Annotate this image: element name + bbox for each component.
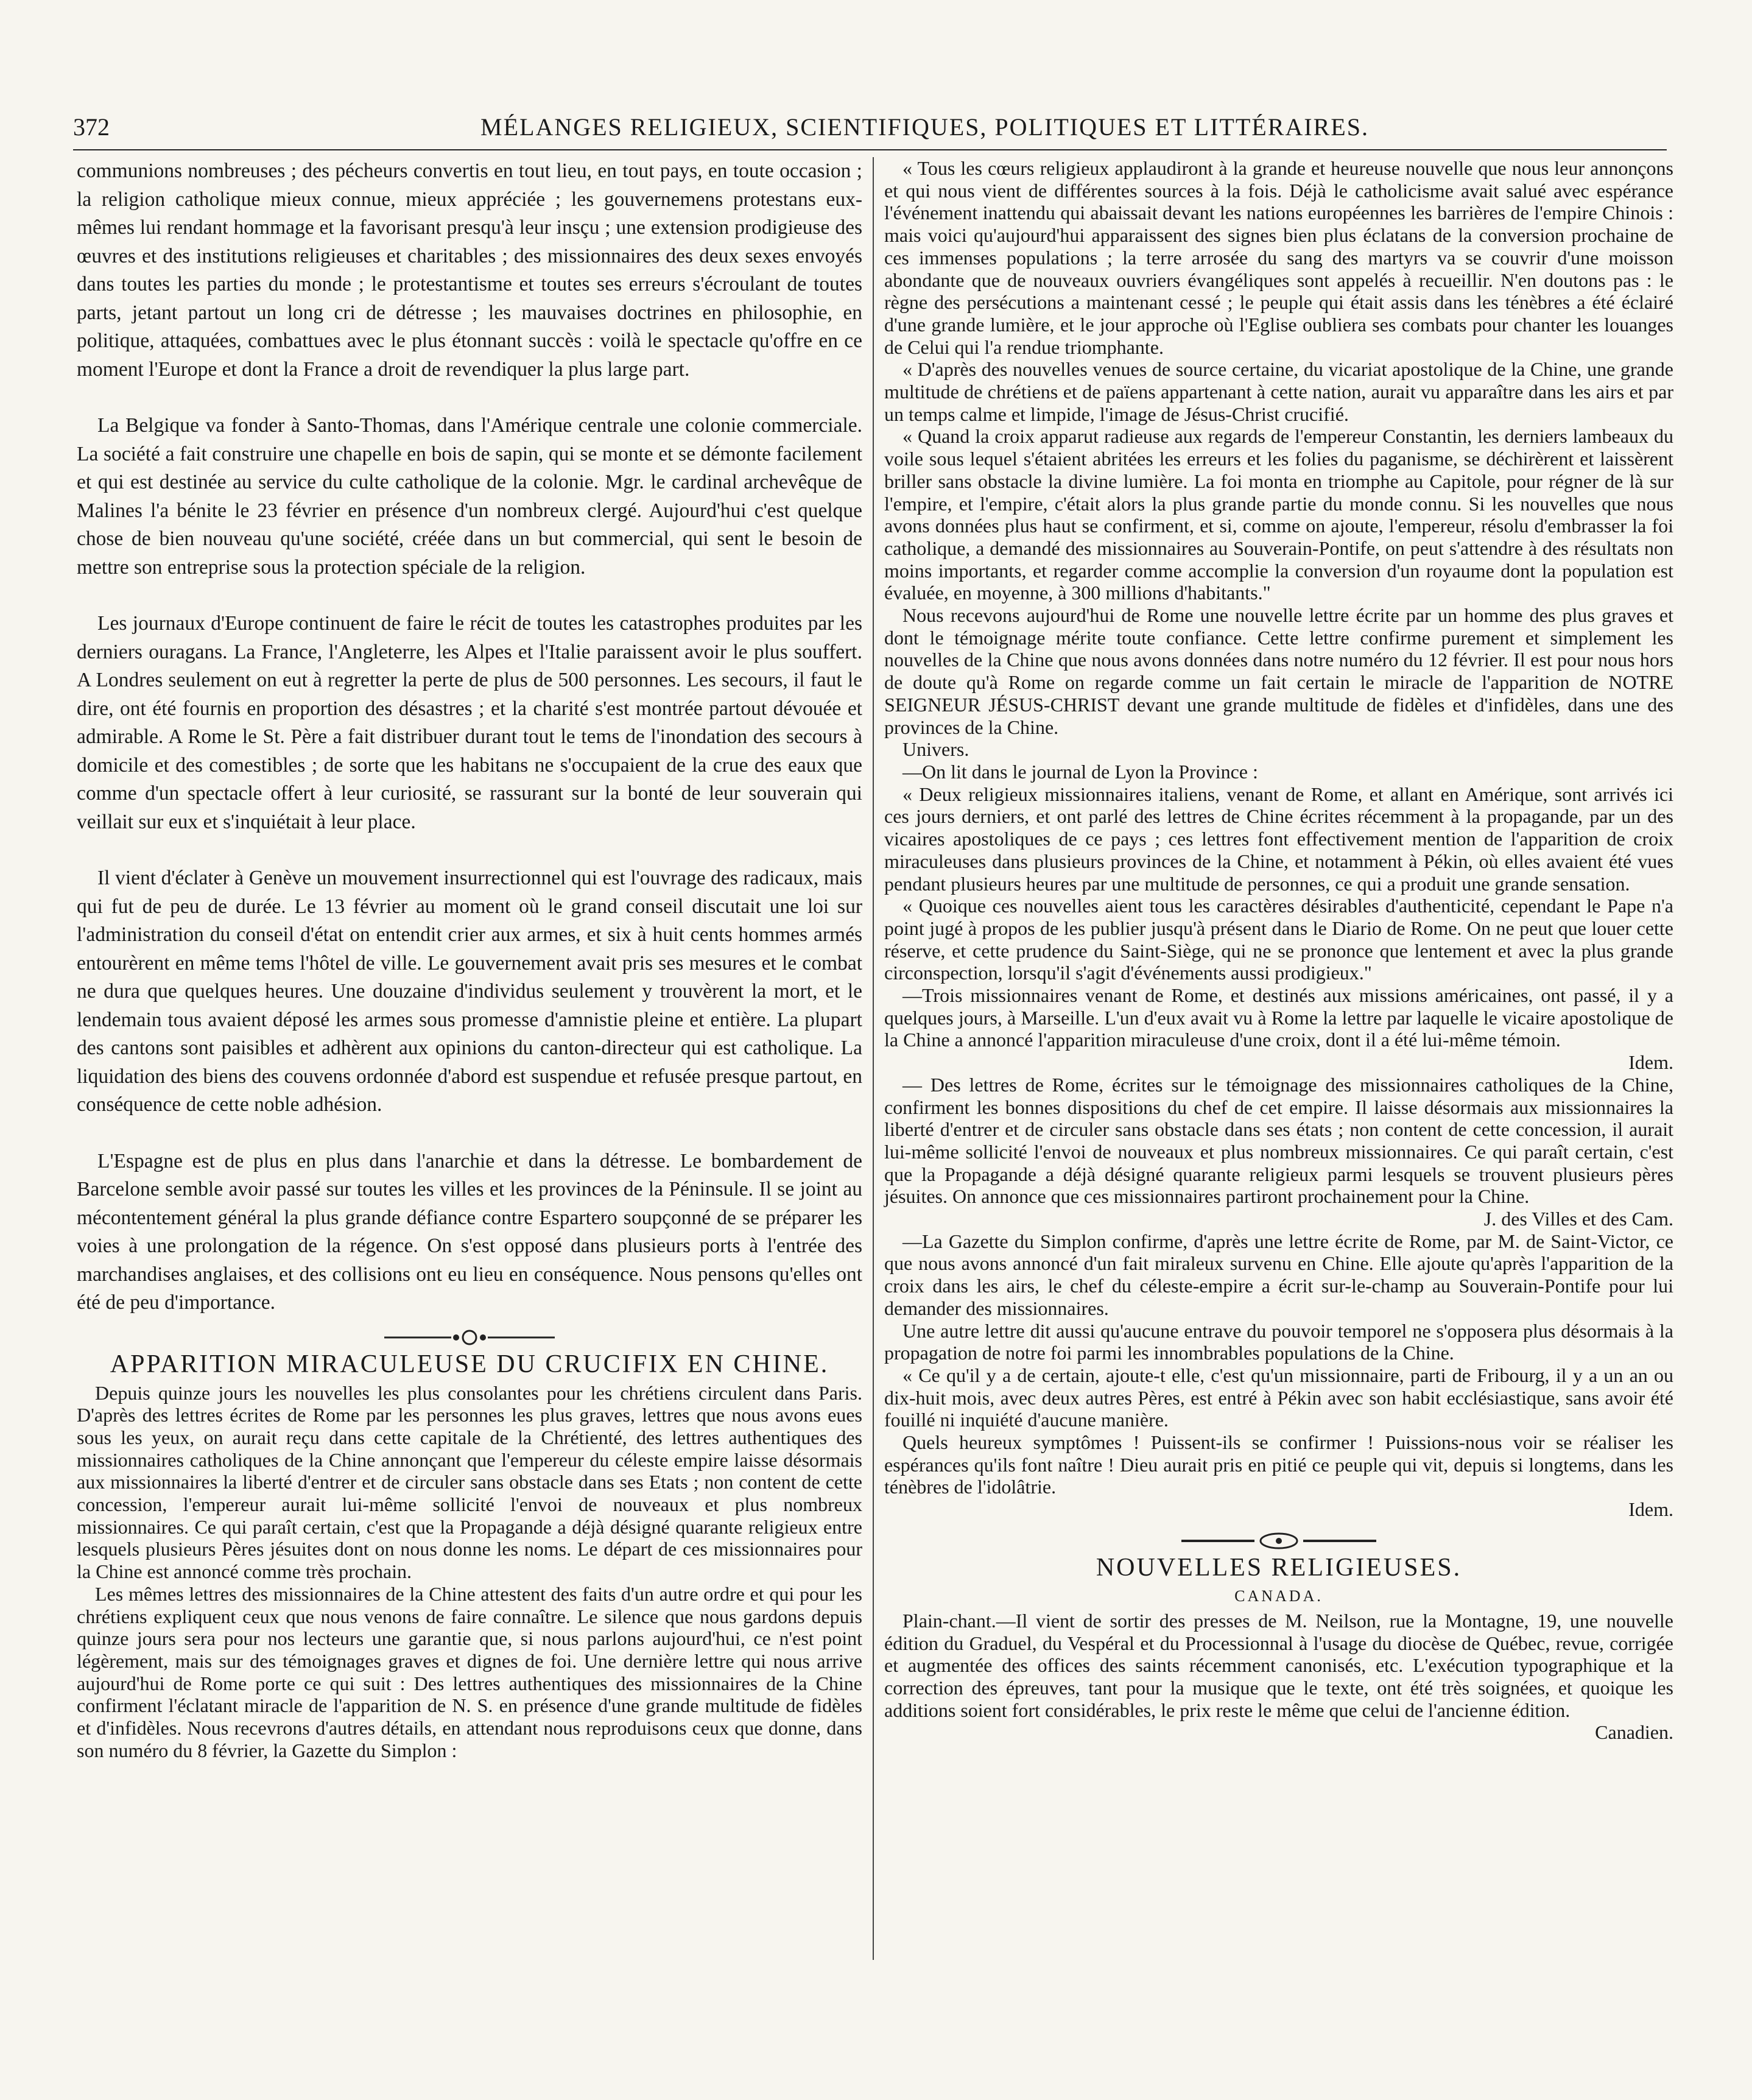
article-paragraph: « Ce qu'il y a de certain, ajoute-t elle, c'est qu'un missionnaire, parti de Fribourg, il y a un an ou dix-huit mois, avec deux autres Pères, est entré à Pékin avec son habit ecclésiastique, sans avoir été fouillé ni inquiété d'aucune manière.	[884, 1364, 1673, 1431]
article-paragraph: « Quoique ces nouvelles aient tous les caractères désirables d'authenticité, cependant le Pape n'a point jugé à propos de les publier jusqu'à présent dans le Diario de Rome. On ne peut que louer cette réserve, et cette prudence du Saint-Siège, qui ne se prononce que lentement et avec la plus grande circonspection, lorsqu'il s'agit d'événements aussi prodigieux."	[884, 895, 1673, 984]
article-paragraph: —La Gazette du Simplon confirme, d'après une lettre écrite de Rome, par M. de Saint-Victor, ce que nous avons annoncé d'un fait miraleux survenu en Chine. Elle ajoute qu'après l'apparition de la croix dans les airs, le chef du céleste-empire a écrit sur-le-champ au Souverain-Pontife pour lui demander des missionnaires.	[884, 1230, 1673, 1319]
header-rule	[73, 149, 1667, 150]
article-paragraph: Depuis quinze jours les nouvelles les plus consolantes pour les chrétiens circulent dans Paris. D'après des lettres écrites de Rome par les personnes les plus graves, lettres que nous avons eues sous les yeux, on aurait reçu dans cette capitale de la Chrétienté, des lettres authentiques des missionnaires catholiques de la Chine annonçant que l'empereur du céleste empire laisse désormais aux missionnaires la liberté d'entrer et de circuler sans obstacle dans ses Etats ; non content de cette concession, l'empereur aurait lui-même sollicité l'envoi de nouveaux et plus nombreux missionnaires. Ce qui paraît certain, c'est que la Propagande a déjà désigné quarante religieux entre lesquels plusieurs Pères jésuites dont on nous donne les noms. Le départ de ces missionnaires pour la Chine est annoncé comme très prochain.	[77, 1381, 862, 1583]
column-divider	[873, 157, 874, 1960]
source-signature: Univers.	[902, 738, 969, 761]
article-paragraph: Les journaux d'Europe continuent de faire le récit de toutes les catastrophes produites par les derniers ouragans. La France, l'Angleterre, les Alpes et l'Italie paraissent avoir le plus souffert. A Londres seulement on eut à regretter la perte de plus de 500 personnes. Les secours, il faut le dire, ont été fournis en proportion des désastres ; et la charité s'est montrée partout dévouée et admirable. A Rome le St. Père a fait distribuer durant tout le tems de l'inondation des secours à domicile et des comestibles ; de sorte que les habitans ne s'occupaient de la crue des eaux que comme d'un spectacle offert à leur curiosité, se rassurant sur la bonté de leur souverain qui veillait sur eux et s'inquiétait à leur place.	[77, 612, 862, 833]
article-paragraph: communions nombreuses ; des pécheurs convertis en tout lieu, en tout pays, en toute occasion ; la religion catholique mieux connue, mieux appréciée ; les gouvernemens protestans eux-mêmes lui rendant hommage et la favorisant presqu'à leur insçu ; une extension prodigieuse des œuvres et des institutions religieuses et charitables ; des missionnaires des deux sexes envoyés dans toutes les parties du monde ; le protestantisme et toutes ses erreurs s'écroulant de toutes parts, jetant partout un long cri de détresse ; les mauvaises doctrines en philosophie, en politique, attaquées, combattues avec le plus étonnant succès : voilà le spectacle qu'offre en ce moment l'Europe et dont la France a droit de revendiquer la plus large part.	[77, 160, 862, 381]
source-signature: J. des Villes et des Cam.	[1483, 1208, 1673, 1230]
article-paragraph: —Trois missionnaires venant de Rome, et destinés aux missions américaines, ont passé, il y a quelques jours, à Marseille. L'un d'eux avait vu à Rome la lettre par laquelle le vicaire apostolique de la Chine a annoncé l'apparition miraculeuse d'une croix, dont il a été lui-même témoin.	[884, 984, 1673, 1051]
article-paragraph: —On lit dans le journal de Lyon la Province :	[902, 760, 1258, 783]
article-paragraph: Plain-chant.—Il vient de sortir des presses de M. Neilson, rue la Montagne, 19, une nouvelle édition du Graduel, du Vespéral et du Processionnal à l'usage du diocèse de Québec, revue, corrigée et augmentée des offices des saints récemment canonisés, etc. L'exécution typographique et la correction des épreuves, tant pour la musique que le texte, ont été très soignées, et quoique les additions soient fort considérables, le prix reste le même que celui de l'ancienne édition.	[884, 1609, 1673, 1721]
article-paragraph: La Belgique va fonder à Santo-Thomas, dans l'Amérique centrale une colonie commerciale. La société a fait construire une chapelle en bois de sapin, qui se monte et se démonte facilement et qui est destinée au service du culte catholique de la colonie. Mgr. le cardinal archevêque de Malines l'a bénite le 23 février en présence d'un nombreux clergé. Aujourd'hui c'est quelque chose de bien nouveau qu'une société, créée dans un but commercial, qui sent le besoin de mettre son entreprise sous la protection spéciale de la religion.	[77, 414, 862, 579]
article-paragraph: — Des lettres de Rome, écrites sur le témoignage des missionnaires catholiques de la Chine, confirment les bonnes dispositions du chef de cet empire. Il laisse désormais aux missionnaires la liberté d'entrer et de circuler sans obstacle dans ses états ; non content de cette concession, il aurait lui-même sollicité l'envoi de nouveaux et plus nombreux missionnaires. Ce qui paraît certain, c'est que la Propagande a déjà désigné quarante religieux parmi lesquels se trouvent plusieurs pères jésuites. On annonce que ces missionnaires partiront prochainement pour la Chine.	[884, 1073, 1673, 1208]
page-header	[73, 113, 1667, 149]
article-paragraph: Quels heureux symptômes ! Puissent-ils se confirmer ! Puissions-nous voir se réaliser les espérances qu'ils font naître ! Dieu aurait pris en pitié ce peuple qui vit, depuis si longtems, dans les ténèbres de l'idolâtrie.	[884, 1431, 1673, 1498]
left-column	[77, 157, 862, 1761]
section-title: APPARITION MIRACULEUSE DU CRUCIFIX EN CHINE.	[110, 1350, 829, 1378]
article-paragraph: « Deux religieux missionnaires italiens, venant de Rome, et allant en Amérique, sont arrivés ici ces jours derniers, et ont parlé des lettres de Chine écrites récemment à la propagande, par un des vicaires apostoliques de ce pays ; ces lettres font effectivement mention de l'apparition de croix miraculeuses dans plusieurs provinces de la Chine, et notamment à Pékin, où elles avaient été vues pendant plusieurs heures par une multitude de personnes, ce qui a produit une grande sensation.	[884, 783, 1673, 895]
source-signature: Idem.	[1628, 1051, 1673, 1074]
source-signature: Canadien.	[1595, 1721, 1673, 1744]
running-title: MÉLANGES RELIGIEUX, SCIENTIFIQUES, POLITIQUES ET LITTÉRAIRES.	[480, 113, 1369, 141]
article-paragraph: Il vient d'éclater à Genève un mouvement insurrectionnel qui est l'ouvrage des radicaux, mais qui fut de peu de durée. Le 13 février au moment où le grand conseil discutait une loi sur l'administration du conseil d'état on entendit crier aux armes, et six à huit cents hommes armés entourèrent en même tems l'hôtel de ville. Le gouvernement avait pris ses mesures et le combat ne dura que quelques heures. Une douzaine d'individus seulement y trouvèrent la mort, et le lendemain tous avaient déposé les armes sous promesse d'amnistie pleine et entière. La plupart des cantons sont paisibles et adhèrent aux opinions du canton-directeur qui est catholique. La liquidation des biens des couvens ordonnée d'abord est suspendue et refusée presque partout, en conséquence de cette noble adhésion.	[77, 867, 862, 1116]
page-number: 372	[73, 113, 110, 141]
ornament-icon	[378, 1328, 561, 1347]
ornament-divider	[884, 1526, 1673, 1550]
ornament-divider	[77, 1322, 862, 1347]
article-paragraph: L'Espagne est de plus en plus dans l'anarchie et dans la détresse. Le bombardement de Barcelone semble avoir passé sur toutes les villes et les provinces de la Péninsule. Il se joint au mécontentement général la plus grande défiance contre Espartero soupçonné de se préparer les voies à une prolongation de la régence. On s'est opposé dans plusieurs ports à l'entrée des marchandises anglaises, et des collisions ont eu lieu en conséquence. Nous pensons qu'elles ont été de peu d'importance.	[77, 1149, 862, 1314]
article-paragraph: Les mêmes lettres des missionnaires de la Chine attestent des faits d'un autre ordre et qui pour les chrétiens expliquent ceux que nous venons de faire connaître. Le silence que nous gardons depuis quinze jours sera pour nos lecteurs une garantie que, si nous parlons aujourd'hui, ce n'est point légèrement, mais sur des témoignages graves et dignes de foi. Une dernière lettre qui nous arrive aujourd'hui de Rome porte ce qui suit : Des lettres authentiques des missionnaires de la Chine confirment l'éclatant miracle de l'apparition de N. S. en présence d'une grande multitude de fidèles et d'infidèles. Nous recevrons d'autres détails, en attendant nous reproduisons ceux que donne, dans son numéro du 8 février, la Gazette du Simplon :	[77, 1582, 862, 1761]
right-column	[884, 157, 1673, 1744]
article-paragraph: « D'après des nouvelles venues de source certaine, du vicariat apostolique de la Chine, une grande multitude de chrétiens et de païens appartenant à cette nation, aurait vu apparaître dans les airs et par un temps calme et limpide, l'image de Jésus-Christ crucifié.	[884, 358, 1673, 425]
ornament-icon	[1175, 1531, 1382, 1551]
article-paragraph: Nous recevons aujourd'hui de Rome une nouvelle lettre écrite par un homme des plus graves et dont le témoignage mérite toute confiance. Cette lettre confirme purement et simplement les nouvelles de la Chine que nous avons données dans notre numéro du 12 février. Il est pour nous hors de doute qu'à Rome on regarde comme un fait certain le miracle de l'apparition de NOTRE SEIGNEUR JÉSUS-CHRIST devant une grande multitude de fidèles et d'infidèles, dans une des provinces de la Chine.	[884, 604, 1673, 738]
article-paragraph: « Quand la croix apparut radieuse aux regards de l'empereur Constantin, les derniers lambeaux du voile sous lequel s'étaient abritées les erreurs et les folies du paganisme, se déchirèrent et laissèrent briller sans obstacle la divine lumière. La foi monta en triomphe au Capitole, pour régner de là sur l'empire, et l'empire, c'était alors la plus grande partie du monde connu. Si les nouvelles que nous avons données plus haut se confirment, et si, comme on ajoute, l'empereur, résolu d'embrasser la foi catholique, a demandé des missionnaires au Souverain-Pontife, on peut s'attendre à des résultats non moins importants, et regarder comme accomplie la conversion d'un royaume dont la population est évaluée, en moyenne, à 300 millions d'habitants."	[884, 425, 1673, 604]
article-paragraph: « Tous les cœurs religieux applaudiront à la grande et heureuse nouvelle que nous leur annonçons et qui nous vient de différentes sources à la fois. Déjà le catholicisme avait salué avec espérance l'événement inattendu qui abaissait devant les nations européennes les barrières de l'empire Chinois : mais voici qu'aujourd'hui apparaissent des signes bien plus éclatans de la conversion prochaine de ces immenses populations ; la terre arrosée du sang des martyrs va se couvrir d'une moisson abondante que de nouveaux ouvriers évangéliques sont appelés à recueillir. N'en doutons pas : le règne des persécutions a maintenant cessé ; le peuple qui était assis dans les ténèbres a été éclairé d'une grande lumière, et le jour approche où l'Eglise oubliera ses combats pour chanter les louanges de Celui qui l'a rendue triomphante.	[884, 157, 1673, 358]
section-title: NOUVELLES RELIGIEUSES.	[1096, 1553, 1462, 1582]
source-signature: Idem.	[1628, 1498, 1673, 1521]
subsection-title: CANADA.	[1234, 1587, 1323, 1605]
article-paragraph: Une autre lettre dit aussi qu'aucune entrave du pouvoir temporel ne s'opposera plus désormais à la propagation de notre foi parmi les innombrables populations de la Chine.	[884, 1319, 1673, 1364]
